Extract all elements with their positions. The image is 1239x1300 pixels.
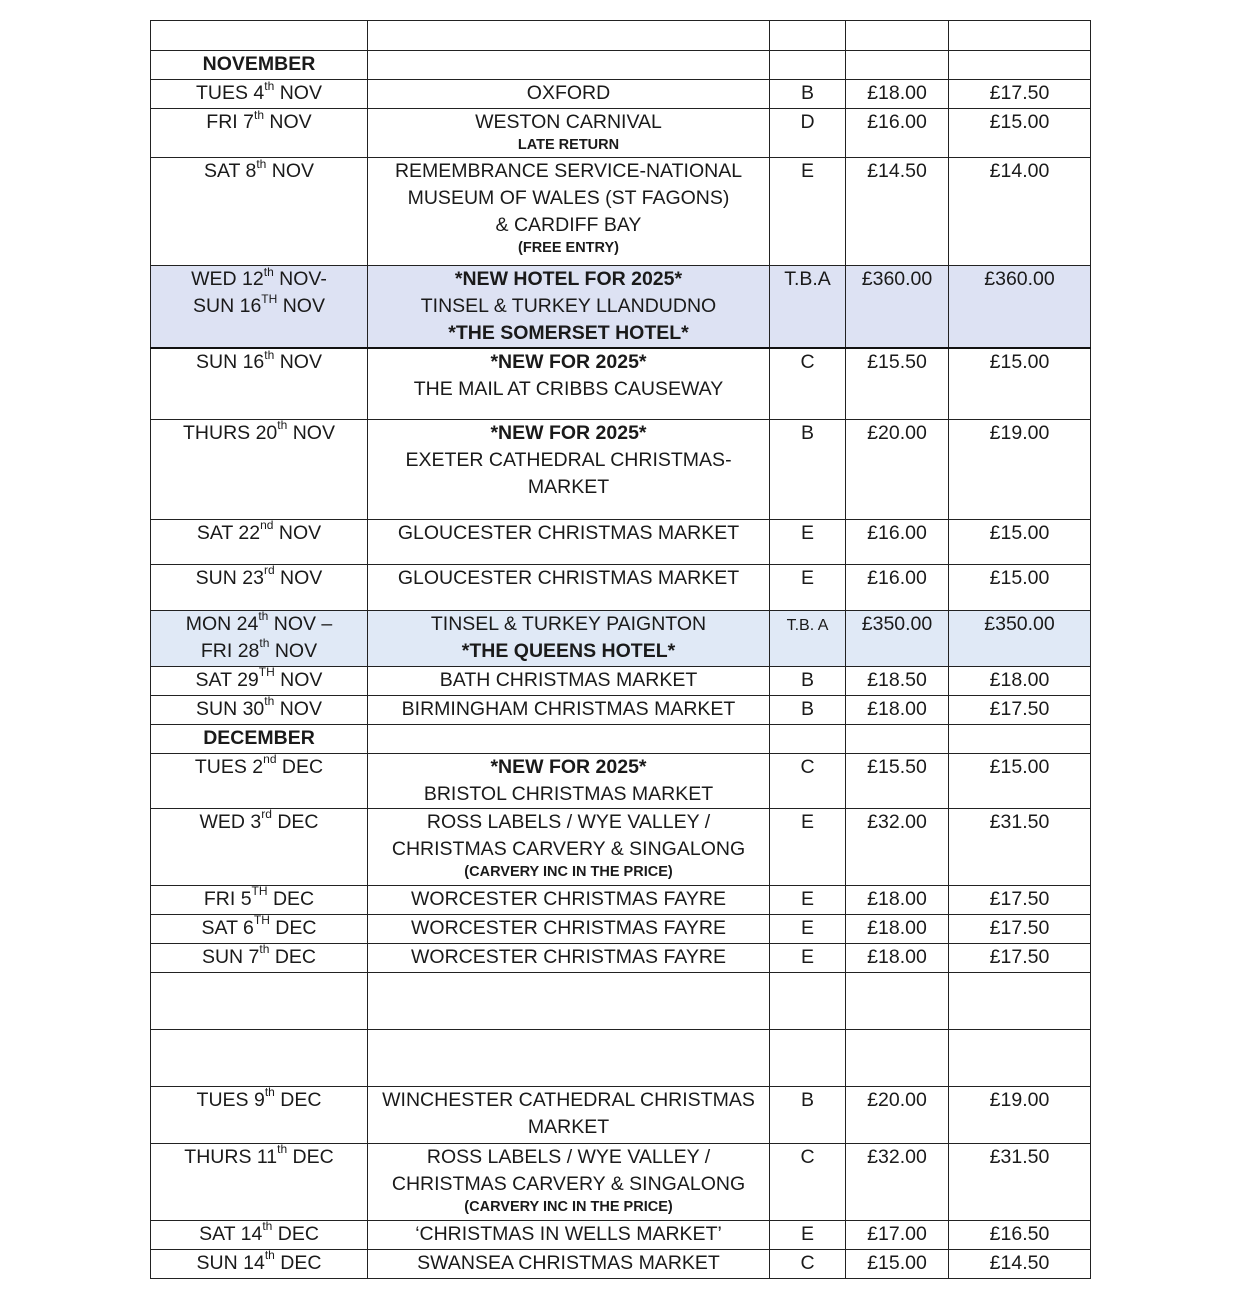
trip-grade: C bbox=[770, 753, 846, 808]
trip-date bbox=[151, 943, 368, 972]
trip-destination bbox=[368, 419, 770, 519]
trip-row bbox=[151, 266, 1091, 349]
blank-row bbox=[151, 972, 1091, 1029]
trip-price: £15.00 bbox=[846, 1249, 949, 1278]
trip-price-concession bbox=[949, 51, 1091, 80]
trip-date bbox=[151, 1086, 368, 1143]
trip-grade: C bbox=[770, 1143, 846, 1220]
destination-line: MARKET bbox=[527, 1115, 610, 1138]
date-line: WED 12th NOV- bbox=[191, 265, 327, 290]
date-line: SUN 16th NOV bbox=[196, 348, 322, 373]
trip-price-concession: £15.00 bbox=[949, 519, 1091, 564]
trip-row bbox=[151, 109, 1091, 158]
destination-line: MARKET bbox=[527, 475, 610, 498]
trip-grade: T.B.A bbox=[770, 266, 846, 349]
trip-date bbox=[151, 419, 368, 519]
trip-destination bbox=[368, 519, 770, 564]
destination-note: (CARVERY INC IN THE PRICE) bbox=[464, 1198, 673, 1215]
trip-price-concession: £15.00 bbox=[949, 753, 1091, 808]
trip-row bbox=[151, 158, 1091, 266]
trip-destination bbox=[368, 808, 770, 885]
destination-line: *NEW HOTEL FOR 2025* bbox=[454, 268, 683, 290]
trip-row bbox=[151, 885, 1091, 914]
trip-grade: C bbox=[770, 348, 846, 419]
trip-row bbox=[151, 666, 1091, 695]
trip-destination bbox=[368, 724, 770, 753]
trip-price bbox=[846, 21, 949, 51]
destination-line: WINCHESTER CATHEDRAL CHRISTMAS bbox=[382, 1088, 755, 1111]
trip-price-concession bbox=[949, 1029, 1091, 1086]
trip-price: £350.00 bbox=[846, 610, 949, 666]
trip-date bbox=[151, 753, 368, 808]
trip-destination bbox=[368, 1029, 770, 1086]
trip-price: £18.00 bbox=[846, 914, 949, 943]
month-label: DECEMBER bbox=[203, 726, 315, 749]
trip-destination bbox=[368, 21, 770, 51]
trip-destination bbox=[368, 666, 770, 695]
trip-grade: E bbox=[770, 564, 846, 610]
destination-line: EXETER CATHEDRAL CHRISTMAS- bbox=[405, 448, 732, 471]
trip-destination bbox=[368, 1220, 770, 1249]
destination-line: WORCESTER CHRISTMAS FAYRE bbox=[411, 916, 726, 939]
destination-line: ROSS LABELS / WYE VALLEY / bbox=[426, 1145, 711, 1168]
trip-date bbox=[151, 914, 368, 943]
trip-date bbox=[151, 808, 368, 885]
trip-date bbox=[151, 1143, 368, 1220]
trip-destination bbox=[368, 51, 770, 80]
trip-price: £18.00 bbox=[846, 695, 949, 724]
trip-price: £32.00 bbox=[846, 808, 949, 885]
trip-grade bbox=[770, 21, 846, 51]
date-line: FRI 5TH DEC bbox=[203, 885, 315, 910]
trip-grade: B bbox=[770, 666, 846, 695]
trip-date bbox=[151, 564, 368, 610]
month-header-row bbox=[151, 724, 1091, 753]
date-line: SUN 14th DEC bbox=[196, 1249, 322, 1274]
trip-grade: E bbox=[770, 808, 846, 885]
trip-price: £18.00 bbox=[846, 943, 949, 972]
trip-grade bbox=[770, 1029, 846, 1086]
trip-price-concession: £19.00 bbox=[949, 419, 1091, 519]
trip-date bbox=[151, 885, 368, 914]
date-line: TUES 9th DEC bbox=[196, 1086, 322, 1111]
schedule-body bbox=[151, 21, 1091, 1279]
trip-row bbox=[151, 80, 1091, 109]
trip-grade: T.B. A bbox=[770, 610, 846, 666]
destination-line: TINSEL & TURKEY PAIGNTON bbox=[430, 612, 707, 635]
trip-destination bbox=[368, 158, 770, 266]
trip-price-concession: £17.50 bbox=[949, 695, 1091, 724]
trip-price-concession: £31.50 bbox=[949, 1143, 1091, 1220]
trip-date bbox=[151, 51, 368, 80]
trip-destination bbox=[368, 610, 770, 666]
destination-line: *NEW FOR 2025* bbox=[490, 755, 647, 778]
trip-price: £17.00 bbox=[846, 1220, 949, 1249]
destination-line: *THE SOMERSET HOTEL* bbox=[448, 322, 689, 344]
trip-grade: B bbox=[770, 695, 846, 724]
trip-grade: D bbox=[770, 109, 846, 158]
destination-note: (CARVERY INC IN THE PRICE) bbox=[464, 863, 673, 880]
destination-line: WORCESTER CHRISTMAS FAYRE bbox=[411, 887, 726, 910]
trip-row bbox=[151, 419, 1091, 519]
destination-line: BATH CHRISTMAS MARKET bbox=[439, 668, 698, 691]
destination-line: THE MAIL AT CRIBBS CAUSEWAY bbox=[413, 378, 724, 400]
destination-line: *THE QUEENS HOTEL* bbox=[461, 639, 676, 662]
destination-line: *NEW FOR 2025* bbox=[490, 351, 647, 373]
trip-date bbox=[151, 695, 368, 724]
trip-price: £16.00 bbox=[846, 519, 949, 564]
trip-grade: E bbox=[770, 519, 846, 564]
trip-price-concession bbox=[949, 972, 1091, 1029]
trip-price-concession: £17.50 bbox=[949, 914, 1091, 943]
date-line: SUN 23rd NOV bbox=[195, 564, 323, 589]
trip-date bbox=[151, 972, 368, 1029]
date-line: FRI 7th NOV bbox=[206, 108, 312, 133]
trip-schedule-table bbox=[150, 20, 1091, 1279]
trip-destination bbox=[368, 943, 770, 972]
trip-price-concession: £15.00 bbox=[949, 564, 1091, 610]
date-line: SAT 29TH NOV bbox=[195, 666, 323, 691]
blank-row bbox=[151, 21, 1091, 51]
destination-note: LATE RETURN bbox=[517, 137, 620, 153]
trip-destination bbox=[368, 885, 770, 914]
trip-row bbox=[151, 753, 1091, 808]
trip-date bbox=[151, 666, 368, 695]
blank-row bbox=[151, 1029, 1091, 1086]
destination-line: TINSEL & TURKEY LLANDUDNO bbox=[420, 295, 717, 317]
destination-line: WESTON CARNIVAL bbox=[475, 111, 662, 133]
trip-row bbox=[151, 1143, 1091, 1220]
trip-price: £18.00 bbox=[846, 885, 949, 914]
trip-grade bbox=[770, 724, 846, 753]
destination-line: & CARDIFF BAY bbox=[495, 214, 642, 236]
trip-row bbox=[151, 1220, 1091, 1249]
trip-grade: C bbox=[770, 1249, 846, 1278]
trip-row bbox=[151, 564, 1091, 610]
trip-price-concession: £14.50 bbox=[949, 1249, 1091, 1278]
destination-line: WORCESTER CHRISTMAS FAYRE bbox=[411, 945, 726, 968]
trip-destination bbox=[368, 266, 770, 349]
destination-line: MUSEUM OF WALES (ST FAGONS) bbox=[407, 187, 730, 209]
destination-line: SWANSEA CHRISTMAS MARKET bbox=[417, 1251, 720, 1274]
date-line: SUN 16TH NOV bbox=[193, 291, 325, 317]
destination-line: GLOUCESTER CHRISTMAS MARKET bbox=[397, 566, 740, 589]
trip-grade: E bbox=[770, 158, 846, 266]
trip-price-concession: £15.00 bbox=[949, 109, 1091, 158]
trip-row bbox=[151, 695, 1091, 724]
trip-date bbox=[151, 519, 368, 564]
trip-grade bbox=[770, 51, 846, 80]
trip-row bbox=[151, 348, 1091, 419]
trip-destination bbox=[368, 109, 770, 158]
date-line: SAT 6TH DEC bbox=[201, 914, 317, 939]
date-line: THURS 11th DEC bbox=[184, 1143, 334, 1168]
trip-date bbox=[151, 1249, 368, 1278]
trip-grade: E bbox=[770, 1220, 846, 1249]
trip-price: £360.00 bbox=[846, 266, 949, 349]
trip-date bbox=[151, 348, 368, 419]
destination-line: BRISTOL CHRISTMAS MARKET bbox=[423, 782, 714, 805]
trip-price: £18.00 bbox=[846, 80, 949, 109]
trip-row bbox=[151, 914, 1091, 943]
trip-price bbox=[846, 1029, 949, 1086]
trip-date bbox=[151, 21, 368, 51]
destination-line: CHRISTMAS CARVERY & SINGALONG bbox=[391, 1172, 746, 1195]
trip-price: £14.50 bbox=[846, 158, 949, 266]
date-line: THURS 20th NOV bbox=[183, 419, 335, 444]
trip-grade: B bbox=[770, 1086, 846, 1143]
trip-price: £16.00 bbox=[846, 109, 949, 158]
trip-price-concession: £31.50 bbox=[949, 808, 1091, 885]
date-line: WED 3rd DEC bbox=[199, 808, 319, 833]
destination-line: BIRMINGHAM CHRISTMAS MARKET bbox=[401, 697, 736, 720]
trip-destination bbox=[368, 972, 770, 1029]
date-line: TUES 4th NOV bbox=[196, 79, 322, 104]
trip-destination bbox=[368, 753, 770, 808]
trip-price bbox=[846, 724, 949, 753]
destination-line: ROSS LABELS / WYE VALLEY / bbox=[426, 810, 711, 833]
trip-price-concession: £15.00 bbox=[949, 348, 1091, 419]
trip-price-concession: £17.50 bbox=[949, 943, 1091, 972]
trip-price-concession: £360.00 bbox=[949, 266, 1091, 349]
destination-line: GLOUCESTER CHRISTMAS MARKET bbox=[397, 521, 740, 544]
trip-price bbox=[846, 972, 949, 1029]
trip-date bbox=[151, 109, 368, 158]
trip-destination bbox=[368, 348, 770, 419]
trip-price-concession: £350.00 bbox=[949, 610, 1091, 666]
trip-date bbox=[151, 266, 368, 349]
destination-line: OXFORD bbox=[526, 82, 611, 104]
trip-price-concession: £19.00 bbox=[949, 1086, 1091, 1143]
date-line: SUN 30th NOV bbox=[196, 695, 322, 720]
date-line: TUES 2nd DEC bbox=[194, 753, 324, 778]
date-line: SAT 14th DEC bbox=[199, 1220, 319, 1245]
trip-grade: E bbox=[770, 885, 846, 914]
destination-line: ‘CHRISTMAS IN WELLS MARKET’ bbox=[415, 1222, 722, 1245]
trip-row bbox=[151, 610, 1091, 666]
trip-date bbox=[151, 1029, 368, 1086]
month-label: NOVEMBER bbox=[202, 53, 316, 75]
trip-grade: E bbox=[770, 914, 846, 943]
date-line: SAT 8th NOV bbox=[203, 157, 315, 182]
trip-row bbox=[151, 1249, 1091, 1278]
trip-row bbox=[151, 1086, 1091, 1143]
trip-destination bbox=[368, 80, 770, 109]
trip-price-concession bbox=[949, 21, 1091, 51]
trip-grade bbox=[770, 972, 846, 1029]
trip-price: £15.50 bbox=[846, 753, 949, 808]
trip-price: £18.50 bbox=[846, 666, 949, 695]
trip-destination bbox=[368, 1143, 770, 1220]
destination-line: *NEW FOR 2025* bbox=[490, 421, 647, 444]
trip-date bbox=[151, 1220, 368, 1249]
trip-destination bbox=[368, 1249, 770, 1278]
trip-price: £16.00 bbox=[846, 564, 949, 610]
trip-destination bbox=[368, 1086, 770, 1143]
date-line: SAT 22nd NOV bbox=[196, 519, 322, 544]
trip-destination bbox=[368, 914, 770, 943]
trip-date bbox=[151, 80, 368, 109]
trip-price: £20.00 bbox=[846, 1086, 949, 1143]
destination-note: (FREE ENTRY) bbox=[518, 240, 619, 256]
trip-grade: B bbox=[770, 419, 846, 519]
date-line: MON 24th NOV – bbox=[185, 610, 333, 635]
trip-row bbox=[151, 943, 1091, 972]
trip-price-concession: £16.50 bbox=[949, 1220, 1091, 1249]
trip-price-concession bbox=[949, 724, 1091, 753]
trip-grade: E bbox=[770, 943, 846, 972]
trip-date bbox=[151, 610, 368, 666]
month-header-row bbox=[151, 51, 1091, 80]
destination-line: REMEMBRANCE SERVICE-NATIONAL bbox=[394, 160, 743, 182]
trip-grade: B bbox=[770, 80, 846, 109]
trip-price: £15.50 bbox=[846, 348, 949, 419]
destination-line: CHRISTMAS CARVERY & SINGALONG bbox=[391, 837, 746, 860]
trip-row bbox=[151, 519, 1091, 564]
trip-price-concession: £18.00 bbox=[949, 666, 1091, 695]
trip-price: £20.00 bbox=[846, 419, 949, 519]
trip-date bbox=[151, 724, 368, 753]
trip-date bbox=[151, 158, 368, 266]
trip-price: £32.00 bbox=[846, 1143, 949, 1220]
date-line: SUN 7th DEC bbox=[201, 943, 317, 968]
date-line: FRI 28th NOV bbox=[200, 636, 318, 662]
trip-price-concession: £17.50 bbox=[949, 80, 1091, 109]
trip-destination bbox=[368, 564, 770, 610]
trip-price-concession: £17.50 bbox=[949, 885, 1091, 914]
trip-price-concession: £14.00 bbox=[949, 158, 1091, 266]
trip-destination bbox=[368, 695, 770, 724]
trip-price bbox=[846, 51, 949, 80]
trip-row bbox=[151, 808, 1091, 885]
